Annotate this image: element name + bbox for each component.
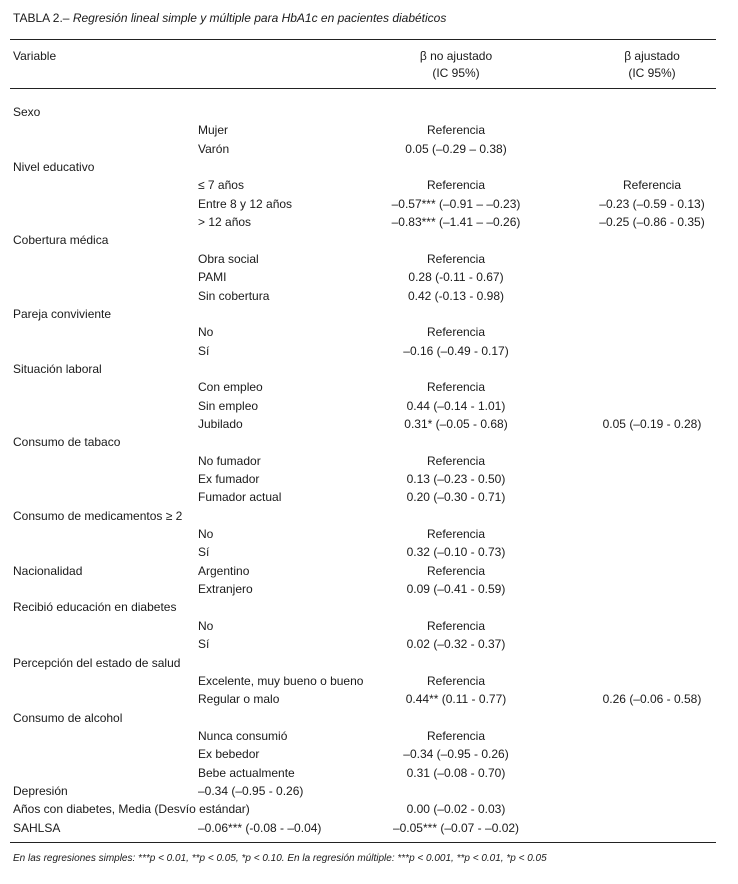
- table-cell-cat: Mujer: [198, 123, 229, 137]
- header-unadjusted-line2: (IC 95%): [432, 66, 480, 80]
- table-cell-un: Referencia: [426, 325, 486, 339]
- table-cell-cat: Nunca consumió: [198, 729, 288, 743]
- table-cell-cat: Sí: [198, 545, 210, 559]
- table-cell-un: 0.09 (–0.41 - 0.59): [406, 582, 506, 596]
- table-cell-un: Referencia: [426, 674, 486, 688]
- table-cell-var: Consumo de medicamentos ≥ 2: [13, 509, 183, 523]
- header-adjusted-line1: β ajustado: [624, 49, 680, 63]
- table-cell-cat: –0.06*** (-0.08 - –0.04): [198, 821, 322, 835]
- table-cell-un: 0.05 (–0.29 – 0.38): [405, 142, 507, 156]
- table-cell-var: Recibió educación en diabetes: [13, 600, 177, 614]
- table-cell-un: 0.44 (–0.14 - 1.01): [406, 399, 506, 413]
- table-cell-cat: No: [198, 325, 214, 339]
- table-cell-un: 0.42 (-0.13 - 0.98): [407, 289, 505, 303]
- table-cell-un: Referencia: [426, 380, 486, 394]
- table-cell-cat: Sin empleo: [198, 399, 259, 413]
- table-cell-cat: No: [198, 619, 214, 633]
- header-rule: [10, 88, 716, 89]
- table-cell-var: Depresión: [13, 784, 68, 798]
- table-cell-un: 0.13 (–0.23 - 0.50): [406, 472, 506, 486]
- table-cell-un: –0.83*** (–1.41 – –0.26): [391, 215, 521, 229]
- table-cell-cat: Sí: [198, 637, 210, 651]
- table-footnote: En las regresiones simples: ***p < 0.01, **p < 0.05, *p < 0.10. En la regresión múltiple: ***p < 0.001, **p < 0.01, *p < 0.05: [13, 853, 547, 864]
- table-cell-adj: –0.23 (–0.59 - 0.13): [599, 197, 705, 211]
- table-cell-cat: No: [198, 527, 214, 541]
- table-cell-var: Percepción del estado de salud: [13, 656, 181, 670]
- table-cell-adj: 0.26 (–0.06 - 0.58): [602, 692, 702, 706]
- table-cell-cat: Jubilado: [198, 417, 243, 431]
- table-cell-var: Situación laboral: [13, 362, 102, 376]
- table-cell-un: –0.05*** (–0.07 - –0.02): [392, 821, 520, 835]
- table-title-text: Regresión lineal simple y múltiple para HbA1c en pacientes diabéticos: [72, 11, 447, 25]
- table-cell-un: 0.02 (–0.32 - 0.37): [406, 637, 506, 651]
- table-cell-cat: Varón: [198, 142, 230, 156]
- table-cell-var: SAHLSA: [13, 821, 61, 835]
- table-cell-un: Referencia: [426, 729, 486, 743]
- table-cell-cat: ≤ 7 años: [198, 178, 244, 192]
- table-cell-un: 0.31* (–0.05 - 0.68): [404, 417, 508, 431]
- table-cell-cat: PAMI: [198, 270, 227, 284]
- header-unadjusted: [342, 48, 570, 82]
- table-cell-un: Referencia: [426, 619, 486, 633]
- table-cell-un: –0.57*** (–0.91 – –0.23): [391, 197, 521, 211]
- table-cell-cat: Regular o malo: [198, 692, 280, 706]
- table-cell-var: Cobertura médica: [13, 233, 109, 247]
- table-cell-var: Años con diabetes, Media (Desvío estándar): [13, 802, 250, 816]
- table-cell-un: Referencia: [426, 527, 486, 541]
- table-cell-cat: Obra social: [198, 252, 259, 266]
- bottom-rule: [10, 842, 716, 843]
- table-cell-cat: Argentino: [198, 564, 250, 578]
- table-title-prefix: TABLA 2.–: [13, 11, 73, 25]
- table-cell-un: 0.31 (–0.08 - 0.70): [406, 766, 506, 780]
- table-cell-cat: No fumador: [198, 454, 261, 468]
- table-cell-cat: Excelente, muy bueno o bueno: [198, 674, 364, 688]
- table-cell-un: Referencia: [426, 123, 486, 137]
- table-cell-cat: Ex fumador: [198, 472, 260, 486]
- table-cell-un: 0.00 (–0.02 - 0.03): [406, 802, 506, 816]
- table-cell-cat: Entre 8 y 12 años: [198, 197, 293, 211]
- header-adjusted: [566, 48, 738, 82]
- table-cell-cat: > 12 años: [198, 215, 252, 229]
- table-cell-adj: Referencia: [622, 178, 682, 192]
- header-adjusted-line2: (IC 95%): [628, 66, 676, 80]
- table-cell-adj: 0.05 (–0.19 - 0.28): [602, 417, 702, 431]
- table-cell-un: 0.44** (0.11 - 0.77): [405, 692, 507, 706]
- table-cell-un: 0.32 (–0.10 - 0.73): [406, 545, 506, 559]
- table-cell-cat: Bebe actualmente: [198, 766, 295, 780]
- top-rule: [10, 39, 716, 40]
- table-cell-adj: –0.25 (–0.86 - 0.35): [599, 215, 705, 229]
- table-cell-un: Referencia: [426, 564, 486, 578]
- table-cell-var: Consumo de alcohol: [13, 711, 123, 725]
- table-cell-un: 0.28 (-0.11 - 0.67): [408, 270, 504, 284]
- table-cell-un: –0.34 (–0.95 - 0.26): [403, 747, 509, 761]
- table-cell-cat: Sí: [198, 344, 210, 358]
- table-cell-un: Referencia: [426, 252, 486, 266]
- table-cell-cat: –0.34 (–0.95 - 0.26): [198, 784, 304, 798]
- table-cell-var: Sexo: [13, 105, 41, 119]
- table-cell-var: Nacionalidad: [13, 564, 83, 578]
- table-cell-un: Referencia: [426, 454, 486, 468]
- table-cell-un: 0.20 (–0.30 - 0.71): [406, 490, 506, 504]
- table-title: [13, 11, 446, 25]
- table-cell-var: Pareja conviviente: [13, 307, 112, 321]
- table-cell-cat: Fumador actual: [198, 490, 282, 504]
- header-unadjusted-line1: β no ajustado: [419, 49, 493, 63]
- table-cell-cat: Sin cobertura: [198, 289, 270, 303]
- table-cell-var: Consumo de tabaco: [13, 435, 121, 449]
- table-cell-cat: Ex bebedor: [198, 747, 260, 761]
- table-cell-var: Nivel educativo: [13, 160, 95, 174]
- table-cell-cat: Extranjero: [198, 582, 253, 596]
- table-cell-un: Referencia: [426, 178, 486, 192]
- table-cell-un: –0.16 (–0.49 - 0.17): [403, 344, 509, 358]
- header-variable: Variable: [13, 49, 57, 63]
- table-cell-cat: Con empleo: [198, 380, 263, 394]
